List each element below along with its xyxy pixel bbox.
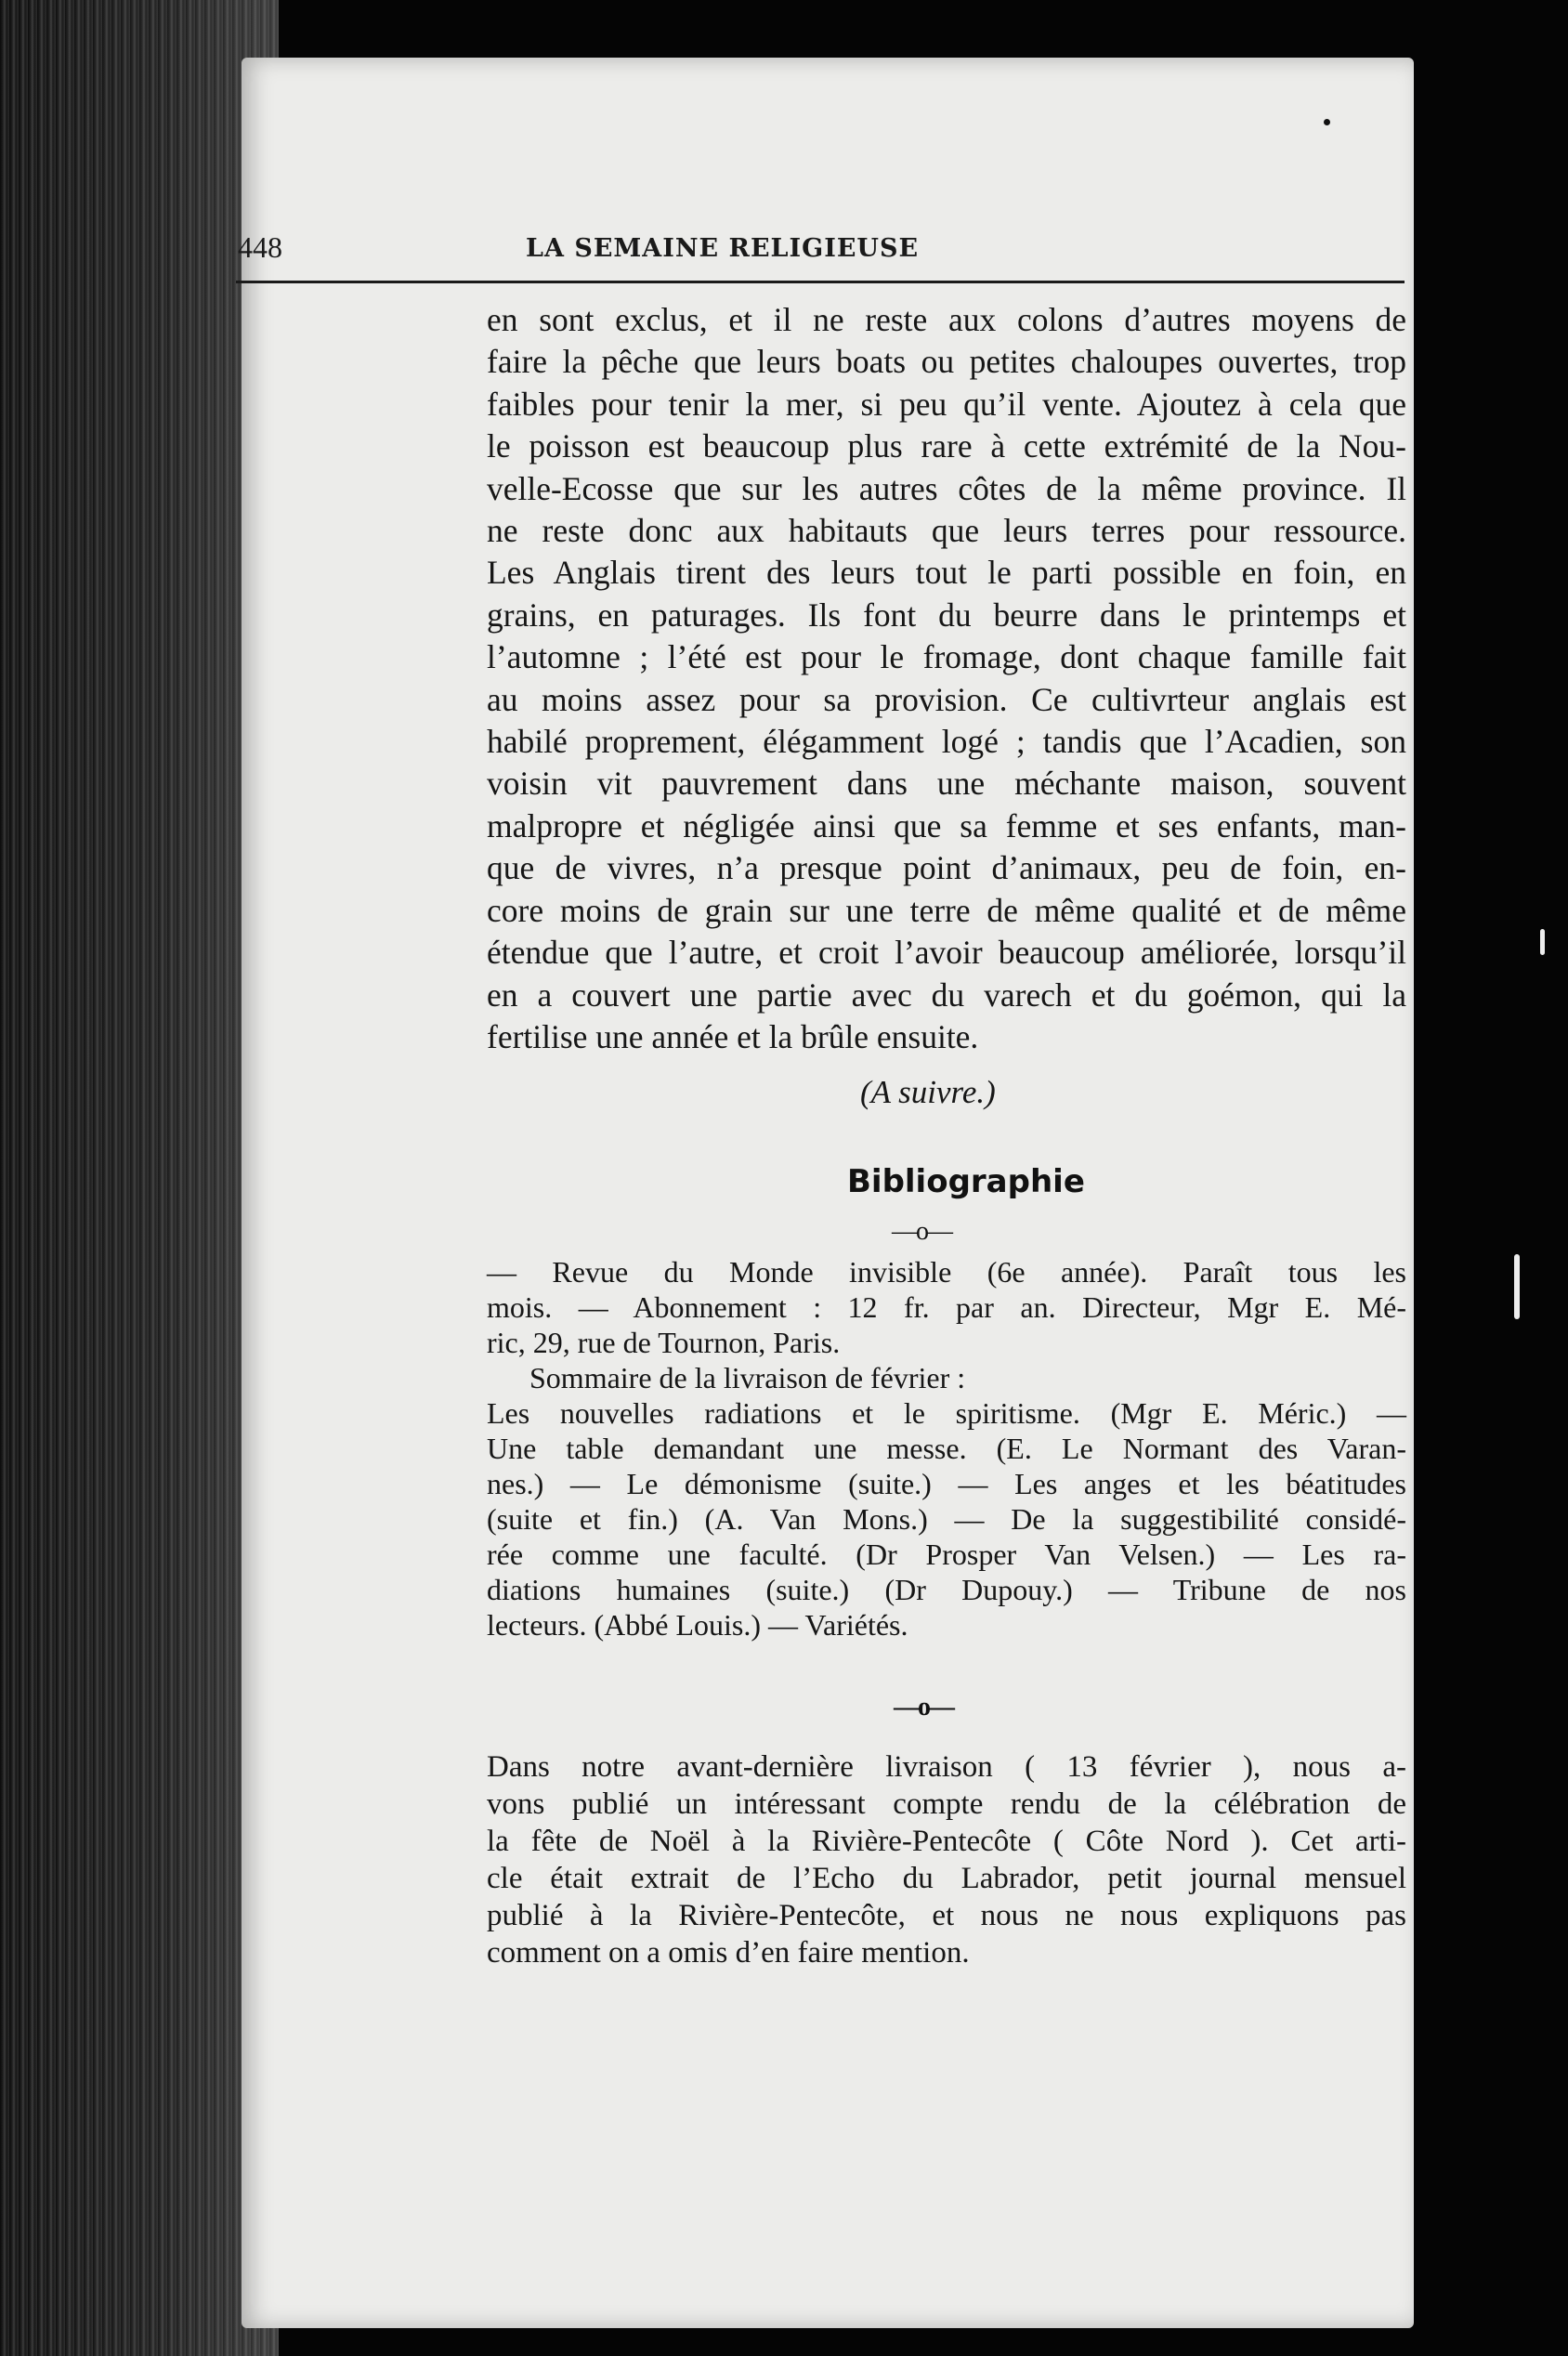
text-line: malpropre et négligée ainsi que sa femme et ses enfants, man- <box>487 806 1406 844</box>
text-line: faire la pêche que leurs boats ou petites chaloupes ouvertes, trop <box>487 343 1406 381</box>
print-speck <box>1324 119 1330 125</box>
text-line: étendue que l’autre, et croit l’avoir beaucoup améliorée, lorsqu’il <box>487 934 1406 972</box>
header-rule <box>236 281 1405 283</box>
edge-mark <box>1514 1254 1520 1319</box>
text-line: Les nouvelles radiations et le spiritisme. (Mgr E. Méric.) — <box>487 1396 1406 1430</box>
text-line: l’automne ; l’été est pour le fromage, dont chaque famille fait <box>487 638 1406 676</box>
text-line: en sont exclus, et il ne reste aux colons d’autres moyens de <box>487 301 1406 338</box>
page-number: 448 <box>238 230 282 264</box>
text-line: en a couvert une partie avec du varech et du goémon, qui la <box>487 975 1406 1014</box>
text-line: au moins assez pour sa provision. Ce cultivrteur anglais est <box>487 680 1406 718</box>
running-title: LA SEMAINE RELIGIEUSE <box>526 234 920 263</box>
text-line: Les Anglais tirent des leurs tout le parti possible en foin, en <box>487 554 1406 592</box>
text-line: lecteurs. (Abbé Louis.) — Variétés. <box>487 1608 908 1642</box>
text-line: velle-Ecosse que sur les autres côtes de la même province. Il <box>487 469 1406 507</box>
notice-paragraph <box>487 1748 1406 1971</box>
text-line: habilé proprement, élégamment logé ; tandis que l’Acadien, son <box>487 723 1406 761</box>
text-line: Une table demandant une messe. (E. Le Normant des Varan- <box>487 1432 1406 1465</box>
text-line: Dans notre avant-dernière livraison ( 13 février ), nous a- <box>487 1750 1406 1784</box>
text-line: cle était extrait de l’Echo du Labrador, petit journal mensuel <box>487 1862 1406 1895</box>
text-line: ne reste donc aux habitauts que leurs terres pour ressource. <box>487 512 1406 550</box>
text-line: grains, en paturages. Ils font du beurre dans le printemps et <box>487 596 1406 634</box>
text-line: nes.) — Le démonisme (suite.) — Les anges et les béatitudes <box>487 1467 1406 1500</box>
edge-mark <box>1540 929 1545 955</box>
text-line: fertilise une année et la brûle ensuite. <box>487 1017 979 1055</box>
section-ornament: —o— <box>892 1217 951 1246</box>
text-line: voisin vit pauvrement dans une méchante maison, souvent <box>487 765 1406 803</box>
text-line: que de vivres, n’a presque point d’animaux, peu de foin, en- <box>487 849 1406 887</box>
running-header <box>238 230 1404 275</box>
text-line: le poisson est beaucoup plus rare à cette extrémité de la Nou- <box>487 427 1406 465</box>
text-line: faibles pour tenir la mer, si peu qu’il vente. Ajoutez à cela que <box>487 385 1406 423</box>
text-line: publié à la Rivière-Pentecôte, et nous ne nous expliquons pas <box>487 1899 1406 1932</box>
text-line: rée comme une faculté. (Dr Prosper Van Velsen.) — Les ra- <box>487 1538 1406 1571</box>
text-line: mois. — Abonnement : 12 fr. par an. Directeur, Mgr E. Mé- <box>487 1290 1406 1324</box>
notice-ornament: —o— <box>894 1693 953 1721</box>
text-line: la fête de Noël à la Rivière-Pentecôte ( Côte Nord ). Cet arti- <box>487 1825 1406 1858</box>
text-line: — Revue du Monde invisible (6e année). Paraît tous les <box>487 1255 1406 1289</box>
sommaire-contents <box>487 1395 1406 1643</box>
text-line: (suite et fin.) (A. Van Mons.) — De la suggestibilité considé- <box>487 1502 1406 1536</box>
section-title-bibliographie: Bibliographie <box>847 1163 1085 1200</box>
sommaire-intro: Sommaire de la livraison de février : <box>529 1361 966 1394</box>
book-spine-edge <box>0 0 279 2356</box>
text-line: comment on a omis d’en faire mention. <box>487 1936 970 1970</box>
text-line: vons publié un intéressant compte rendu de la célébration de <box>487 1787 1406 1821</box>
text-line: diations humaines (suite.) (Dr Dupouy.) — Tribune de nos <box>487 1573 1406 1606</box>
to-be-continued: (A suivre.) <box>860 1074 996 1110</box>
main-text-paragraph <box>487 299 1406 1058</box>
text-line: core moins de grain sur une terre de même qualité et de même <box>487 891 1406 929</box>
text-line: ric, 29, rue de Tournon, Paris. <box>487 1326 841 1359</box>
revue-entry <box>487 1254 1406 1360</box>
